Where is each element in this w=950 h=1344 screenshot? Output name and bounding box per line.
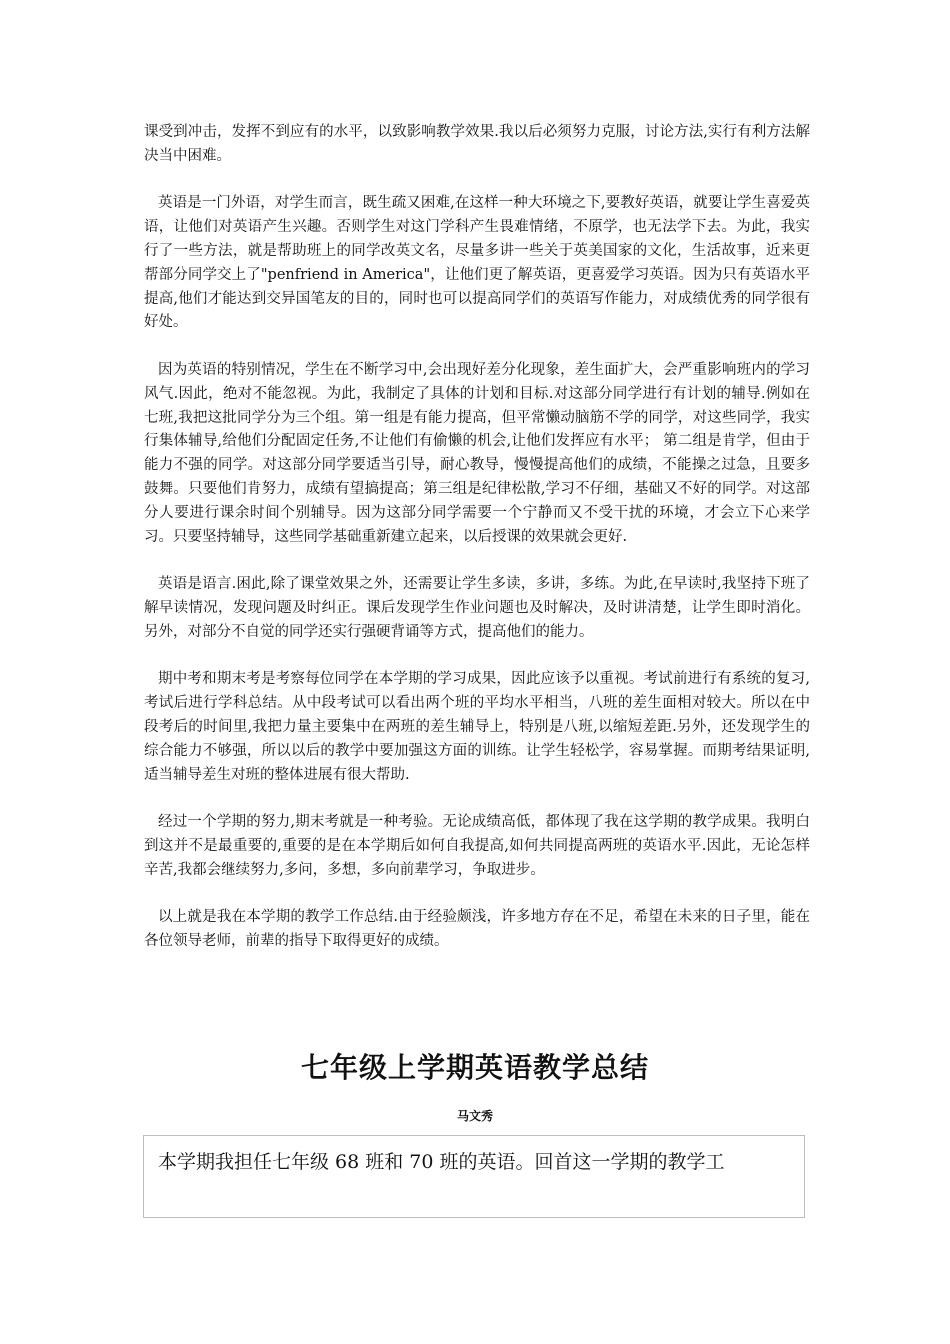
document-title: 七年级上学期英语教学总结 xyxy=(300,1051,649,1084)
paragraph-semester-reflection: 经过一个学期的努力,期末考就是一种考验。无论成绩高低，都体现了我在这学期的教学成果。我明白到这并不是最重要的,重要的是在本学期后如何自我提高,如何共同提高两班的英语水平.因此，无论怎样辛苦,我都会继续努力,多问，多想，多向前辈学习，争取进步。 xyxy=(144,814,810,878)
paragraph-exams: 期中考和期末考是考察每位同学在本学期的学习成果，因此应该予以重视。考试前进行有系统的复习,考试后进行学科总结。从中段考试可以看出两个班的平均水平相当，八班的差生面相对较大。所以在中段考后的时间里,我把力量主要集中在两班的差生辅导上，特别是八班,以缩短差距.另外，还发现学生的综合能力不够强，所以以后的教学中要加强这方面的训练。让学生轻松学，容易掌握。而期考结果证明,适当辅导差生对班的整体进展有很大帮助. xyxy=(144,671,810,783)
paragraph-conclusion: 以上就是我在本学期的教学工作总结.由于经验颇浅，许多地方存在不足，希望在未来的日子里，能在各位领导老师，前辈的指导下取得更好的成绩。 xyxy=(144,909,810,950)
summary-body xyxy=(144,121,810,978)
author-name: 马文秀 xyxy=(456,1109,493,1123)
paragraph-student-groups: 因为英语的特别情况，学生在不断学习中,会出现好差分化现象，差生面扩大，会严重影响班内的学习风气.因此，绝对不能忽视。为此，我制定了具体的计划和目标.对这部分同学进行有计划的辅导.例如在七班,我把这批同学分为三个组。第一组是有能力提高，但平常懒动脑筋不学的同学，对这些同学，我实行集体辅导,给他们分配固定任务,不让他们有偷懒的机会,让他们发挥应有水平； 第二组是肯学，但由于能力不强的同学。对这部分同学要适当引导，耐心教导，慢慢提高他们的成绩，不能操之过急，且要多鼓舞。只要他们肯努力，成绩有望搞提高；第三组是纪律松散,学习不仔细，基础又不好的同学。对这部分人要进行课余时间个别辅导。因为这部分同学需要一个宁静而又不受干扰的环境，才会立下心来学习。只要坚持辅导，这些同学基础重新建立起来，以后授课的效果就会更好. xyxy=(144,361,810,545)
paragraph-continuation: 课受到冲击，发挥不到应有的水平，以致影响教学效果.我以后必须努力克服，讨论方法,实行有利方法解决当中困难。 xyxy=(144,124,810,164)
paragraph-english-interest: 英语是一门外语，对学生而言，既生疏又困难,在这样一种大环境之下,要教好英语，就要让学生喜爱英语，让他们对英语产生兴趣。否则学生对这门学科产生畏难情绪，不原学，也无法学下去。为此，我实行了一些方法，就是帮助班上的同学改英文名，尽量多讲一些关于英美国家的文化，生活故事，近来更帮部分同学交上了"penfriend in America"，让他们更了解英语，更喜爱学习英语。因为只有英语水平提高,他们才能达到交异国笔友的目的，同时也可以提高同学们的英语写作能力，对成绩优秀的同学很有好处。 xyxy=(144,195,810,331)
paragraph-morning-reading: 英语是语言.困此,除了课堂效果之外，还需要让学生多读，多讲，多练。为此,在早读时,我坚持下班了解早读情况，发现问题及时纠正。课后发现学生作业问题也及时解决，及时讲清楚，让学生即时消化。另外，对部分不自觉的同学还实行强硬背诵等方式，提高他们的能力。 xyxy=(144,576,810,640)
intro-excerpt-box xyxy=(143,1135,805,1218)
intro-excerpt-text: 本学期我担任七年级 68 班和 70 班的英语。回首这一学期的教学工 xyxy=(158,1151,725,1173)
